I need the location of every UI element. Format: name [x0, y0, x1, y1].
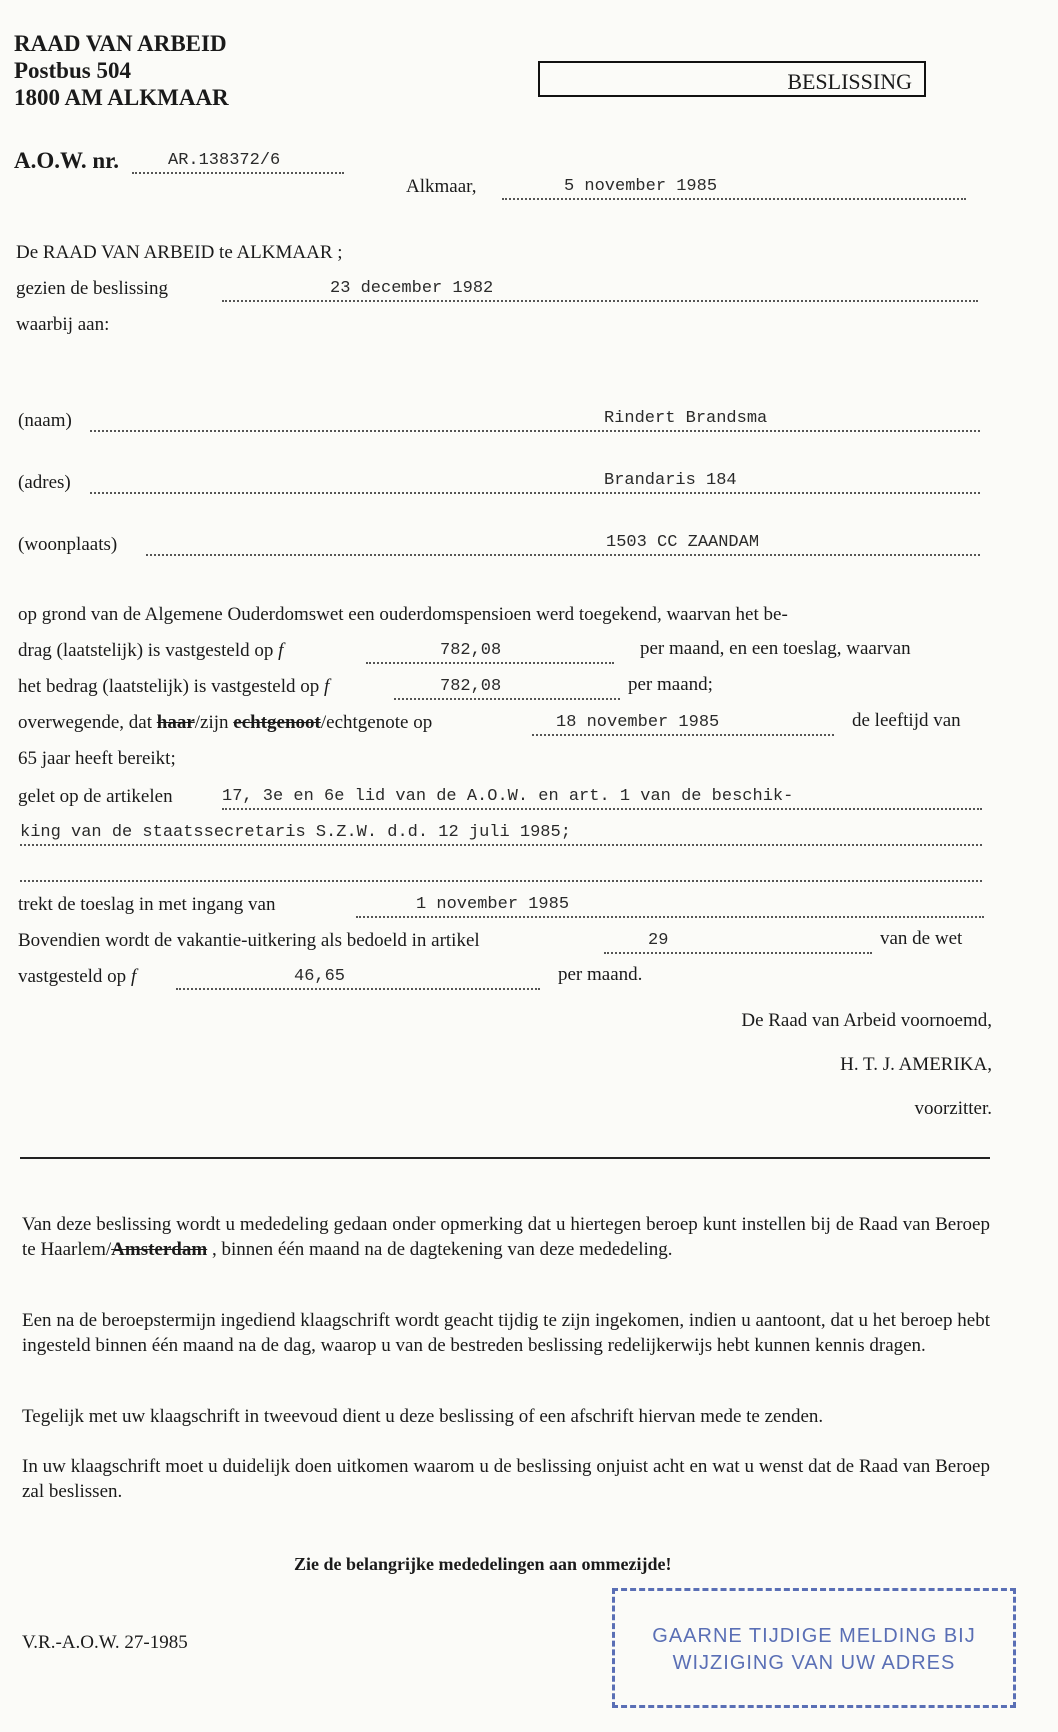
aow-number-field: [132, 150, 344, 174]
body-toeslag-bedrag-text: het bedrag (laatstelijk) is vastgesteld op: [18, 676, 320, 697]
overwegende-line: [18, 712, 432, 734]
trekt-date-field: [356, 894, 984, 918]
place-date-field: [502, 176, 966, 200]
overw-date-field: [532, 712, 834, 736]
aow-label: A.O.W. nr.: [14, 148, 120, 173]
trekt-date: 1 november 1985: [416, 895, 570, 914]
signature-name: H. T. J. AMERIKA,: [840, 1054, 992, 1075]
overw-date: 18 november 1985: [556, 713, 720, 732]
intro-line: De RAAD VAN ARBEID te ALKMAAR ;: [16, 242, 343, 263]
naam-value: Rindert Brandsma: [604, 409, 768, 428]
adres-field: [90, 470, 980, 494]
amount1-field: [366, 640, 614, 664]
currency-sign-3: f: [130, 966, 137, 987]
naam-field: [90, 408, 980, 432]
amount2: 782,08: [440, 677, 502, 696]
currency-sign: f: [278, 640, 284, 661]
gezien-date-field: [222, 278, 978, 302]
overwegende-text: overwegende, dat: [18, 712, 152, 733]
sender-name: RAAD VAN ARBEID: [14, 31, 227, 56]
vastgesteld-label: [18, 966, 136, 988]
gelet-value-2: king van de staatssecretaris S.Z.W. d.d. 12 juli 1985;: [20, 823, 571, 842]
signature-role: voorzitter.: [914, 1098, 992, 1119]
notice-beroep-text: Van deze beslissing wordt u mededeling gedaan onder opmerking dat u hiertegen beroep kunt instellen bij de Raad van Beroep te Haarlem/: [22, 1214, 990, 1260]
body-line-1: op grond van de Algemene Ouderdomswet een ouderdomspensioen werd toegekend, waarvan het be-: [18, 604, 788, 625]
van-de-wet: van de wet: [880, 928, 963, 949]
document-type-box: [538, 61, 926, 97]
address-change-stamp: [612, 1588, 1016, 1708]
adres-label: (adres): [18, 472, 71, 493]
divider: [20, 1157, 990, 1159]
document-type-label: BESLISSING: [787, 69, 912, 94]
stamp-line-2: WIJZIGING VAN UW ADRES: [672, 1652, 956, 1674]
gelet-field-3: [20, 858, 982, 882]
body-bedrag-label: [18, 640, 283, 662]
artikel-number: 29: [648, 931, 669, 950]
body-toeslag-label: [18, 676, 329, 698]
vastgesteld-text: vastgesteld op: [18, 966, 127, 987]
waarbij-line: waarbij aan:: [16, 314, 110, 335]
amount3-field: [176, 966, 540, 990]
bovendien-text: Bovendien wordt de vakantie-uitkering als bedoeld in artikel: [18, 930, 480, 951]
place-date: 5 november 1985: [564, 177, 718, 196]
adres-value: Brandaris 184: [604, 471, 737, 490]
struck-echtgenoot: echtgenoot: [233, 712, 321, 733]
gelet-label: gelet op de artikelen: [18, 786, 173, 807]
woonplaats-label: (woonplaats): [18, 534, 118, 555]
sender-postbus: Postbus 504: [14, 58, 131, 83]
leeftijd-text: de leeftijd van: [852, 710, 961, 731]
sender-address: [14, 30, 229, 111]
gelet-field-2: [20, 822, 982, 846]
signature-org: De Raad van Arbeid voornoemd,: [741, 1010, 992, 1031]
gezien-date: 23 december 1982: [330, 279, 494, 298]
sender-city: 1800 AM ALKMAAR: [14, 85, 229, 110]
currency-sign-2: f: [324, 676, 330, 697]
woonplaats-value: 1503 CC ZAANDAM: [606, 533, 760, 552]
amount3: 46,65: [294, 967, 346, 986]
amount2-field: [394, 676, 620, 700]
gelet-value-1: 17, 3e en 6e lid van de A.O.W. en art. 1 van de beschik-: [222, 787, 794, 806]
artikel-field: [604, 930, 872, 954]
struck-haar: haar: [156, 712, 195, 733]
aow-number: AR.138372/6: [168, 151, 281, 170]
form-code: V.R.-A.O.W. 27-1985: [22, 1632, 188, 1653]
zijn-text: /zijn: [194, 712, 229, 733]
per-maand-2: per maand.: [558, 964, 643, 985]
notice-termijn: Een na de beroepstermijn ingediend klaagschrift wordt geacht tijdig te zijn ingekomen, indien u aantoont, dat u het beroep hebt ingesteld binnen één maand na de dag, waarop u van de bestreden beslissing redelijkerwijs hebt kunnen kennis dragen.: [22, 1310, 990, 1356]
struck-amsterdam: Amsterdam: [111, 1239, 208, 1260]
body-bedrag-text: drag (laatstelijk) is vastgesteld op: [18, 640, 274, 661]
amount1: 782,08: [440, 641, 502, 660]
echtgenote-text: /echtgenote op: [320, 712, 433, 733]
woonplaats-field: [146, 532, 980, 556]
naam-label: (naam): [18, 410, 72, 431]
notice-beroep-text-2: , binnen één maand na de dagtekening van deze mededeling.: [207, 1239, 673, 1260]
stamp-line-1: GAARNE TIJDIGE MELDING BIJ: [652, 1625, 976, 1647]
trekt-label: trekt de toeslag in met ingang van: [18, 894, 276, 915]
gezien-label: gezien de beslissing: [16, 278, 168, 299]
place-label: Alkmaar,: [406, 176, 477, 197]
notice-duidelijk: In uw klaagschrift moet u duidelijk doen uitkomen waarom u de beslissing onjuist acht en wat u wenst dat de Raad van Beroep zal beslissen.: [22, 1456, 990, 1502]
per-maand-1: per maand;: [628, 674, 713, 695]
notice-tweevoud: Tegelijk met uw klaagschrift in tweevoud dient u deze beslissing of een afschrift hiervan mede te zenden.: [22, 1406, 824, 1427]
age-line: 65 jaar heeft bereikt;: [18, 748, 176, 769]
notice-beroep: [22, 1212, 990, 1262]
body-toeslag-text: per maand, en een toeslag, waarvan: [640, 638, 911, 659]
ommezijde-note: Zie de belangrijke mededelingen aan ommezijde!: [294, 1554, 672, 1574]
gelet-field-1: [222, 786, 982, 810]
